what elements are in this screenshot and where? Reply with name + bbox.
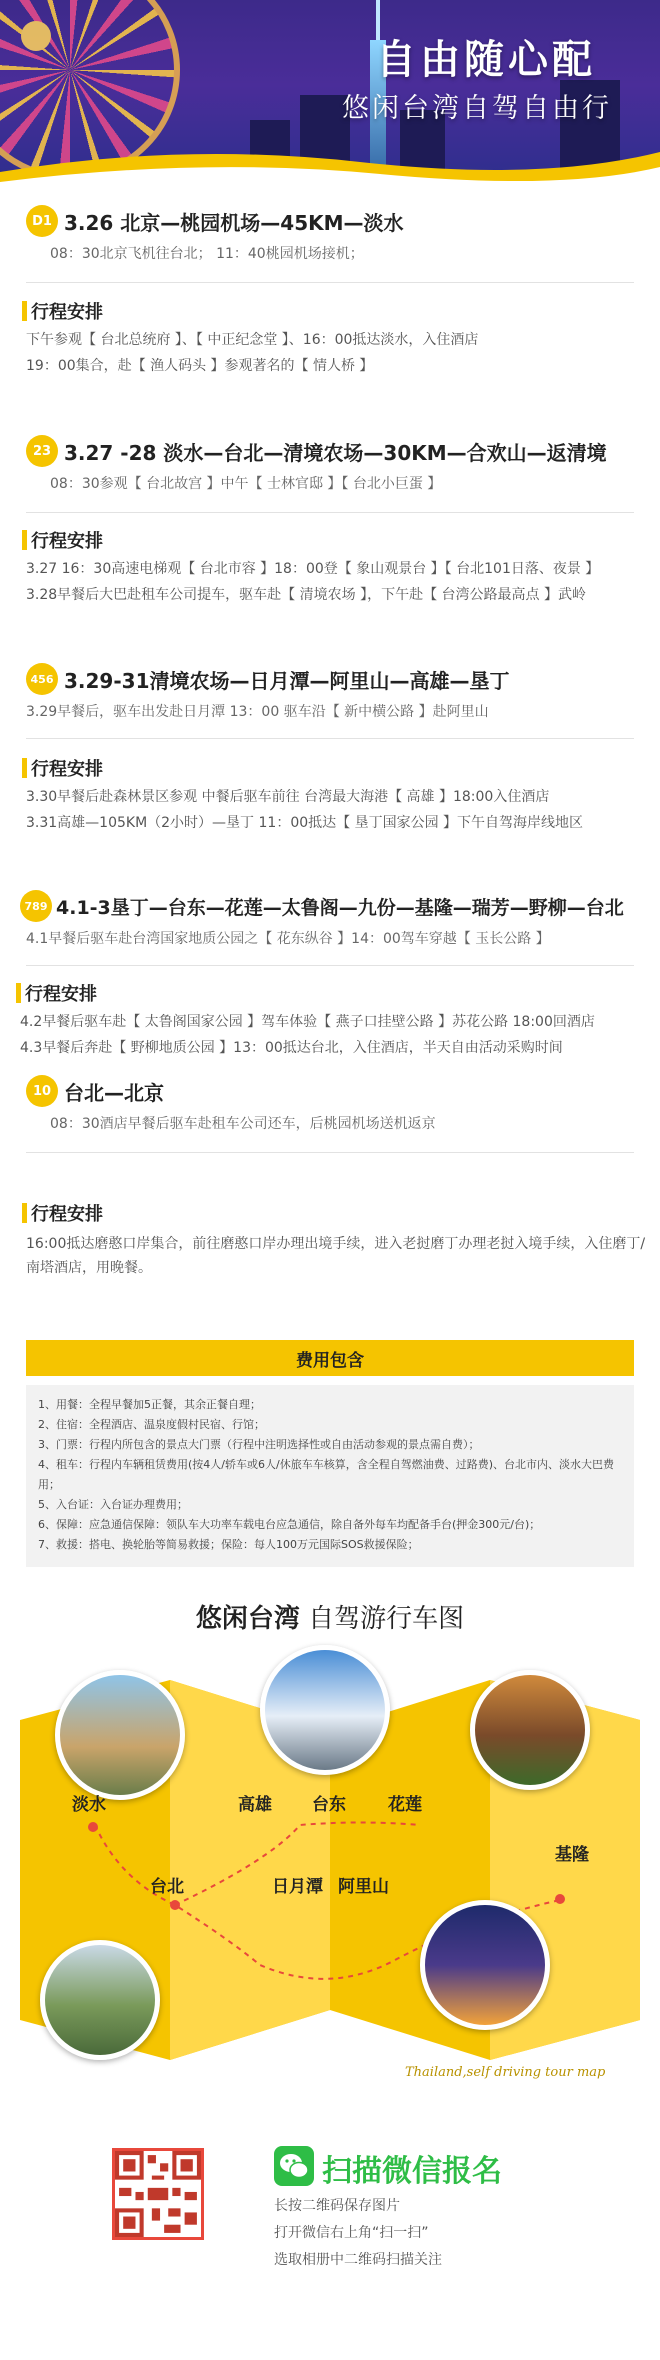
divider [26, 738, 634, 739]
city-label: 高雄 [238, 1795, 272, 1815]
divider [26, 965, 634, 966]
arrangement-title: 行程安排 [31, 759, 103, 780]
fee-item: 3、门票：行程内所包含的景点大门票（行程中注明选择性或自由活动参观的景点需自费）； [38, 1438, 480, 1451]
city-label: 花莲 [388, 1795, 422, 1815]
divider [26, 512, 634, 513]
day-section-2 [0, 435, 660, 493]
arrangement-4 [0, 980, 660, 1058]
arrangement-1 [0, 298, 660, 376]
arrangement-line: 3.27 16：30高速电梯观【 台北市容 】18：00登【 象山观景台 】【 台北101日落、夜景 】 [26, 561, 600, 577]
fees-header [26, 1340, 634, 1376]
map-title [0, 1598, 660, 1635]
hero-wave [0, 132, 660, 190]
map-caption: Thailand,self driving tour map [405, 2065, 606, 2080]
arrangement-line: 4.2早餐后驱车赴【 太鲁阁国家公园 】驾车体验【 燕子口挂壁公路 】苏花公路 18:00回酒店 [20, 1014, 595, 1030]
scan-instruction: 选取相册中二维码扫描关注 [274, 2252, 442, 2268]
route-dot [170, 1900, 180, 1910]
day-badge: 456 [26, 663, 58, 695]
day-title: 台北—北京 [64, 1080, 164, 1105]
arrangement-line: 4.3早餐后奔赴【 野柳地质公园 】13：00抵达台北，入住酒店，半天自由活动采购时间 [20, 1040, 563, 1056]
arrangement-line: 3.31高雄—105KM（2小时）—垦丁 11：00抵达【 垦丁国家公园 】下午自驾海岸线地区 [26, 815, 584, 831]
day-subtitle: 08：30参观【 台北故宫 】中午【 士林官邸 】【 台北小巨蛋 】 [50, 476, 442, 492]
arrangement-line: 3.28早餐后大巴赴租车公司提车，驱车赴【 清境农场 】，下午赴【 台湾公路最高点 】武岭 [26, 587, 586, 603]
arrangement-line: 3.30早餐后赴森林景区参观 中餐后驱车前往 台湾最大海港【 高雄 】18:00入住酒店 [26, 789, 550, 805]
scan-title: 扫描微信报名 [322, 2154, 502, 2189]
scan-instruction: 长按二维码保存图片 [274, 2198, 400, 2214]
day-badge: 10 [26, 1075, 58, 1107]
arrangement-5 [0, 1200, 660, 1280]
fee-item: 5、入台证：入台证办理费用； [38, 1498, 188, 1511]
day-subtitle: 4.1早餐后驱车赴台湾国家地质公园之【 花东纵谷 】14：00驾车穿越【 玉长公路 】 [26, 931, 550, 947]
fee-item: 6、保障：应急通信保障：领队车大功率车载电台应急通信，除自备外每车均配备手台(押金300元/台)； [38, 1518, 541, 1531]
day-badge: 789 [20, 890, 52, 922]
wechat-icon [274, 2146, 314, 2186]
arrangement-line: 19：00集合，赴【 渔人码头 】参观著名的【 情人桥 】 [26, 358, 374, 374]
fees-list [26, 1385, 634, 1567]
day-section-4 [0, 890, 660, 948]
arrangement-title: 行程安排 [25, 984, 97, 1005]
arrangement-title: 行程安排 [31, 302, 103, 323]
day-subtitle: 08：30北京飞机往台北； 11：40桃园机场接机； [50, 246, 364, 262]
hero-banner [0, 0, 660, 190]
day-section-3 [0, 663, 660, 721]
arrangement-2 [0, 527, 660, 605]
day-section-1 [0, 205, 660, 263]
day-title: 3.29-31清境农场—日月潭—阿里山—高雄—垦丁 [64, 668, 510, 693]
day-subtitle: 3.29早餐后，驱车出发赴日月潭 13：00 驱车沿【 新中横公路 】赴阿里山 [26, 704, 489, 720]
day-title: 3.27 -28 淡水—台北—清境农场—30KM—合欢山—返清境 [64, 440, 607, 465]
fee-item: 1、用餐：全程早餐加5正餐，其余正餐自理； [38, 1398, 261, 1411]
day-section-5 [0, 1075, 660, 1133]
palace-museum-photo [55, 1670, 185, 1800]
city-label: 台东 [312, 1795, 346, 1815]
map-title-rest: 自驾游行车图 [299, 1604, 465, 1634]
scan-instruction: 打开微信右上角“扫一扫” [274, 2225, 429, 2241]
divider [26, 1152, 634, 1153]
route-map [0, 1640, 660, 2080]
arrangement-3 [0, 755, 660, 833]
city-label: 台北 [150, 1877, 184, 1897]
city-label: 阿里山 [338, 1877, 389, 1897]
day-subtitle: 08：30酒店早餐后驱车赴租车公司还车，后桃园机场送机返京 [50, 1116, 436, 1132]
city-label: 日月潭 [272, 1877, 323, 1897]
route-dot [555, 1894, 565, 1904]
hero-title: 自由随心配 [376, 37, 596, 83]
day-title: 4.1-3垦丁—台东—花莲—太鲁阁—九份—基隆—瑞芳—野柳—台北 [56, 896, 624, 919]
arrangement-title: 行程安排 [31, 1204, 103, 1225]
night-view-photo [420, 1900, 550, 2030]
day-title: 3.26 北京—桃园机场—45KM—淡水 [64, 210, 404, 235]
day-badge: 23 [26, 435, 58, 467]
qr-code[interactable] [112, 2148, 204, 2240]
arrangement-line: 下午参观【 台北总统府 】、【 中正纪念堂 】、16：00抵达淡水，入住酒店 [26, 332, 479, 348]
day-badge: D1 [26, 205, 58, 237]
fee-item: 4、租车：行程内车辆租赁费用(按4人/轿车或6人/休旅车车核算，含全程自驾燃油费、过路费)、台北市内、淡水大巴费用； [38, 1458, 614, 1491]
fees-title: 费用包含 [296, 1350, 364, 1371]
arrangement-title: 行程安排 [31, 531, 103, 552]
arrangement-line: 16:00抵达磨憨口岸集合，前往磨憨口岸办理出境手续，进入老挝磨丁办理老挝入境手续，入住磨丁/南塔酒店，用晚餐。 [26, 1236, 646, 1276]
temple-photo [470, 1670, 590, 1790]
city-label: 基隆 [555, 1845, 589, 1865]
route-dot [88, 1822, 98, 1832]
hero-subtitle: 悠闲台湾自驾自由行 [342, 93, 612, 124]
fee-item: 2、住宿：全程酒店、温泉度假村民宿、行馆； [38, 1418, 265, 1431]
alishan-photo [40, 1940, 160, 2060]
qr-pattern [115, 2151, 201, 2237]
divider [26, 282, 634, 283]
mountain-photo [260, 1645, 390, 1775]
map-title-bold: 悠闲台湾 [195, 1604, 300, 1634]
city-label: 淡水 [72, 1795, 106, 1815]
fee-item: 7、救援：搭电、换轮胎等简易救援；保险：每人100万元国际SOS救援保险； [38, 1538, 419, 1551]
